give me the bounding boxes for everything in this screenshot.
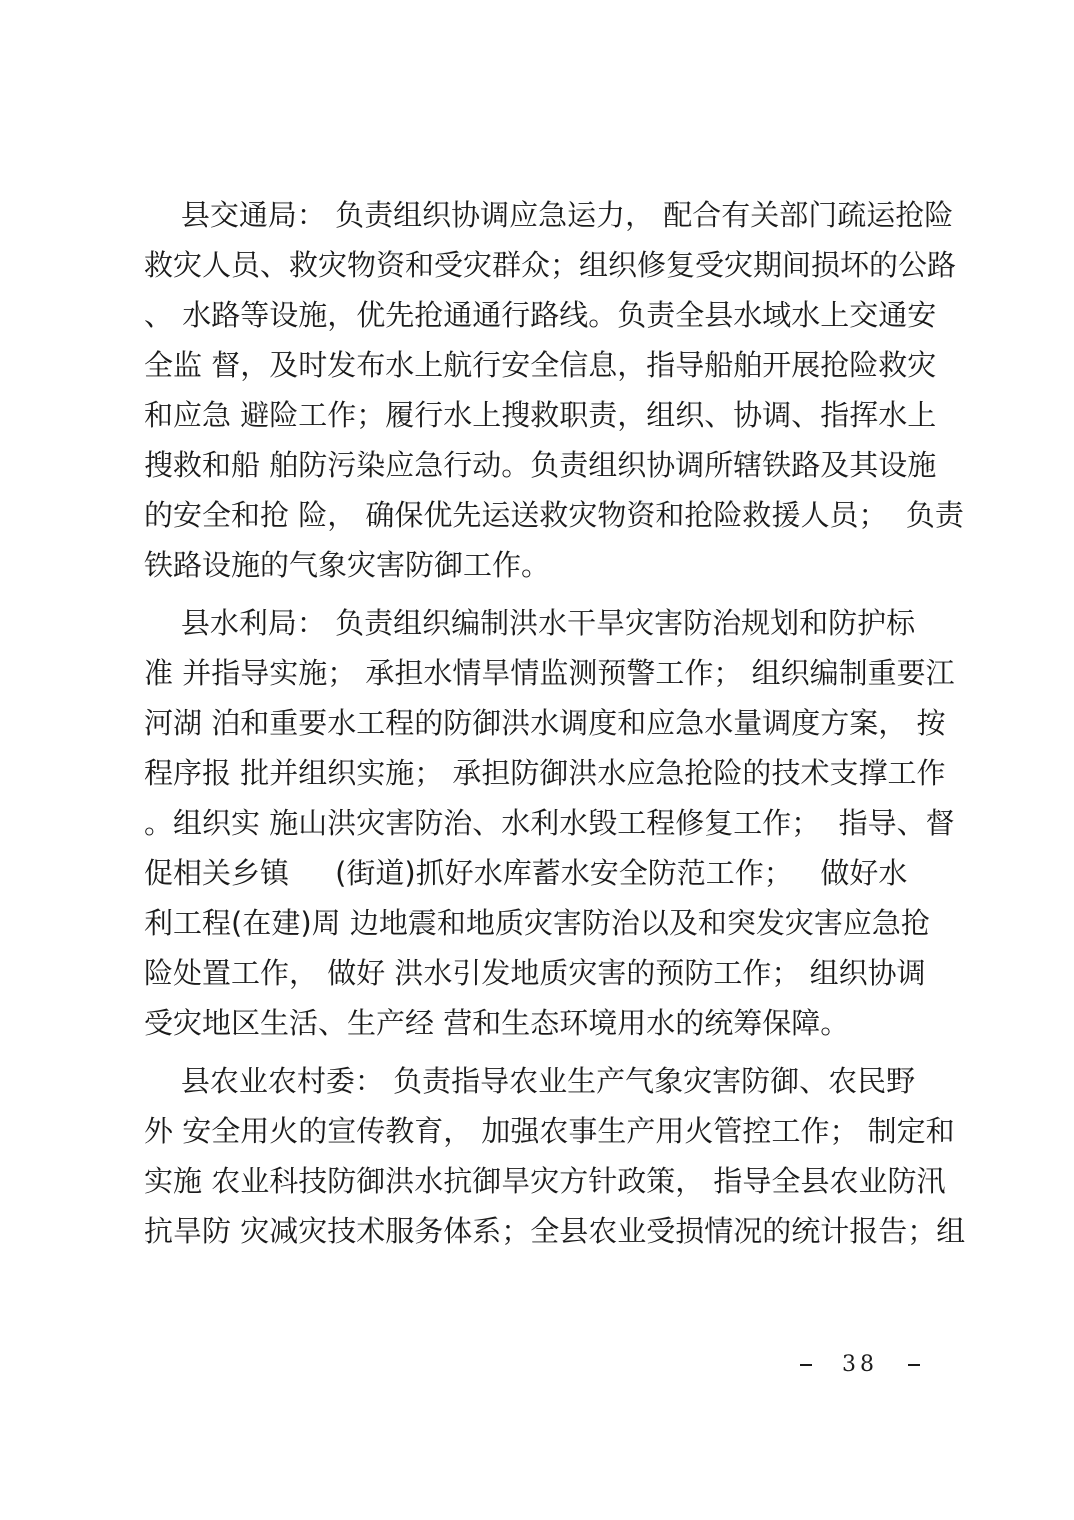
text-line: 、 水路等设施，优先抢通通行路线。负责全县水域水上交通安 (144, 298, 937, 332)
text-line: 程序报 批并组织实施； 承担防御洪水应急抢险的技术支撑工作 (144, 756, 946, 790)
text-line: 准 并指导实施； 承担水情旱情监测预警工作； 组织编制重要江 (144, 656, 955, 690)
text-line: 利工程(在建)周 边地震和地质灾害防治以及和突发灾害应急抢 (144, 906, 930, 940)
text-line: 抗旱防 灾减灾技术服务体系；全县农业受损情况的统计报告；组 (144, 1214, 966, 1248)
text-line: 实施 农业科技防御洪水抗御旱灾方针政策， 指导全县农业防汛 (144, 1164, 946, 1198)
text-line: 搜救和船 舶防污染应急行动。负责组织协调所辖铁路及其设施 (144, 448, 937, 482)
text-line: 。组织实 施山洪灾害防治、水利水毁工程修复工作； 指导、督 (144, 806, 955, 840)
text-line: 铁路设施的气象灾害防御工作。 (144, 548, 551, 582)
text-line: 县水利局： 负责组织编制洪水干旱灾害防治规划和防护标 (144, 606, 916, 640)
text-line: 外 安全用火的宣传教育， 加强农事生产用火管控工作； 制定和 (144, 1114, 955, 1148)
text-line: 险处置工作， 做好 洪水引发地质灾害的预防工作； 组织协调 (144, 956, 926, 990)
page-number-value: 38 (842, 1352, 878, 1377)
text-line: 促相关乡镇 (街道)抓好水库蓄水安全防范工作； 做好水 (144, 856, 908, 890)
paragraph-agriculture-committee (144, 1056, 966, 1256)
text-line: 县交通局： 负责组织协调应急运力， 配合有关部门疏运抢险 (144, 198, 954, 232)
text-line: 县农业农村委： 负责指导农业生产气象灾害防御、农民野 (144, 1064, 916, 1098)
text-line: 河湖 泊和重要水工程的防御洪水调度和应急水量调度方案， 按 (144, 706, 946, 740)
page-number (800, 1352, 920, 1377)
paragraph-transport-bureau (144, 190, 964, 590)
paragraph-water-bureau (144, 598, 955, 1048)
text-line: 全监 督，及时发布水上航行安全信息，指导船舶开展抢险救灾 (144, 348, 937, 382)
text-line: 受灾地区生活、生产经 营和生态环境用水的统筹保障。 (144, 1006, 850, 1040)
text-line: 救灾人员、救灾物资和受灾群众；组织修复受灾期间损坏的公路 (144, 248, 957, 282)
dash-left (800, 1364, 812, 1366)
text-line: 和应急 避险工作；履行水上搜救职责，组织、协调、指挥水上 (144, 398, 937, 432)
dash-right (908, 1364, 920, 1366)
text-line: 的安全和抢 险， 确保优先运送救灾物资和抢险救援人员； 负责 (144, 498, 964, 532)
body-text (144, 190, 966, 1256)
